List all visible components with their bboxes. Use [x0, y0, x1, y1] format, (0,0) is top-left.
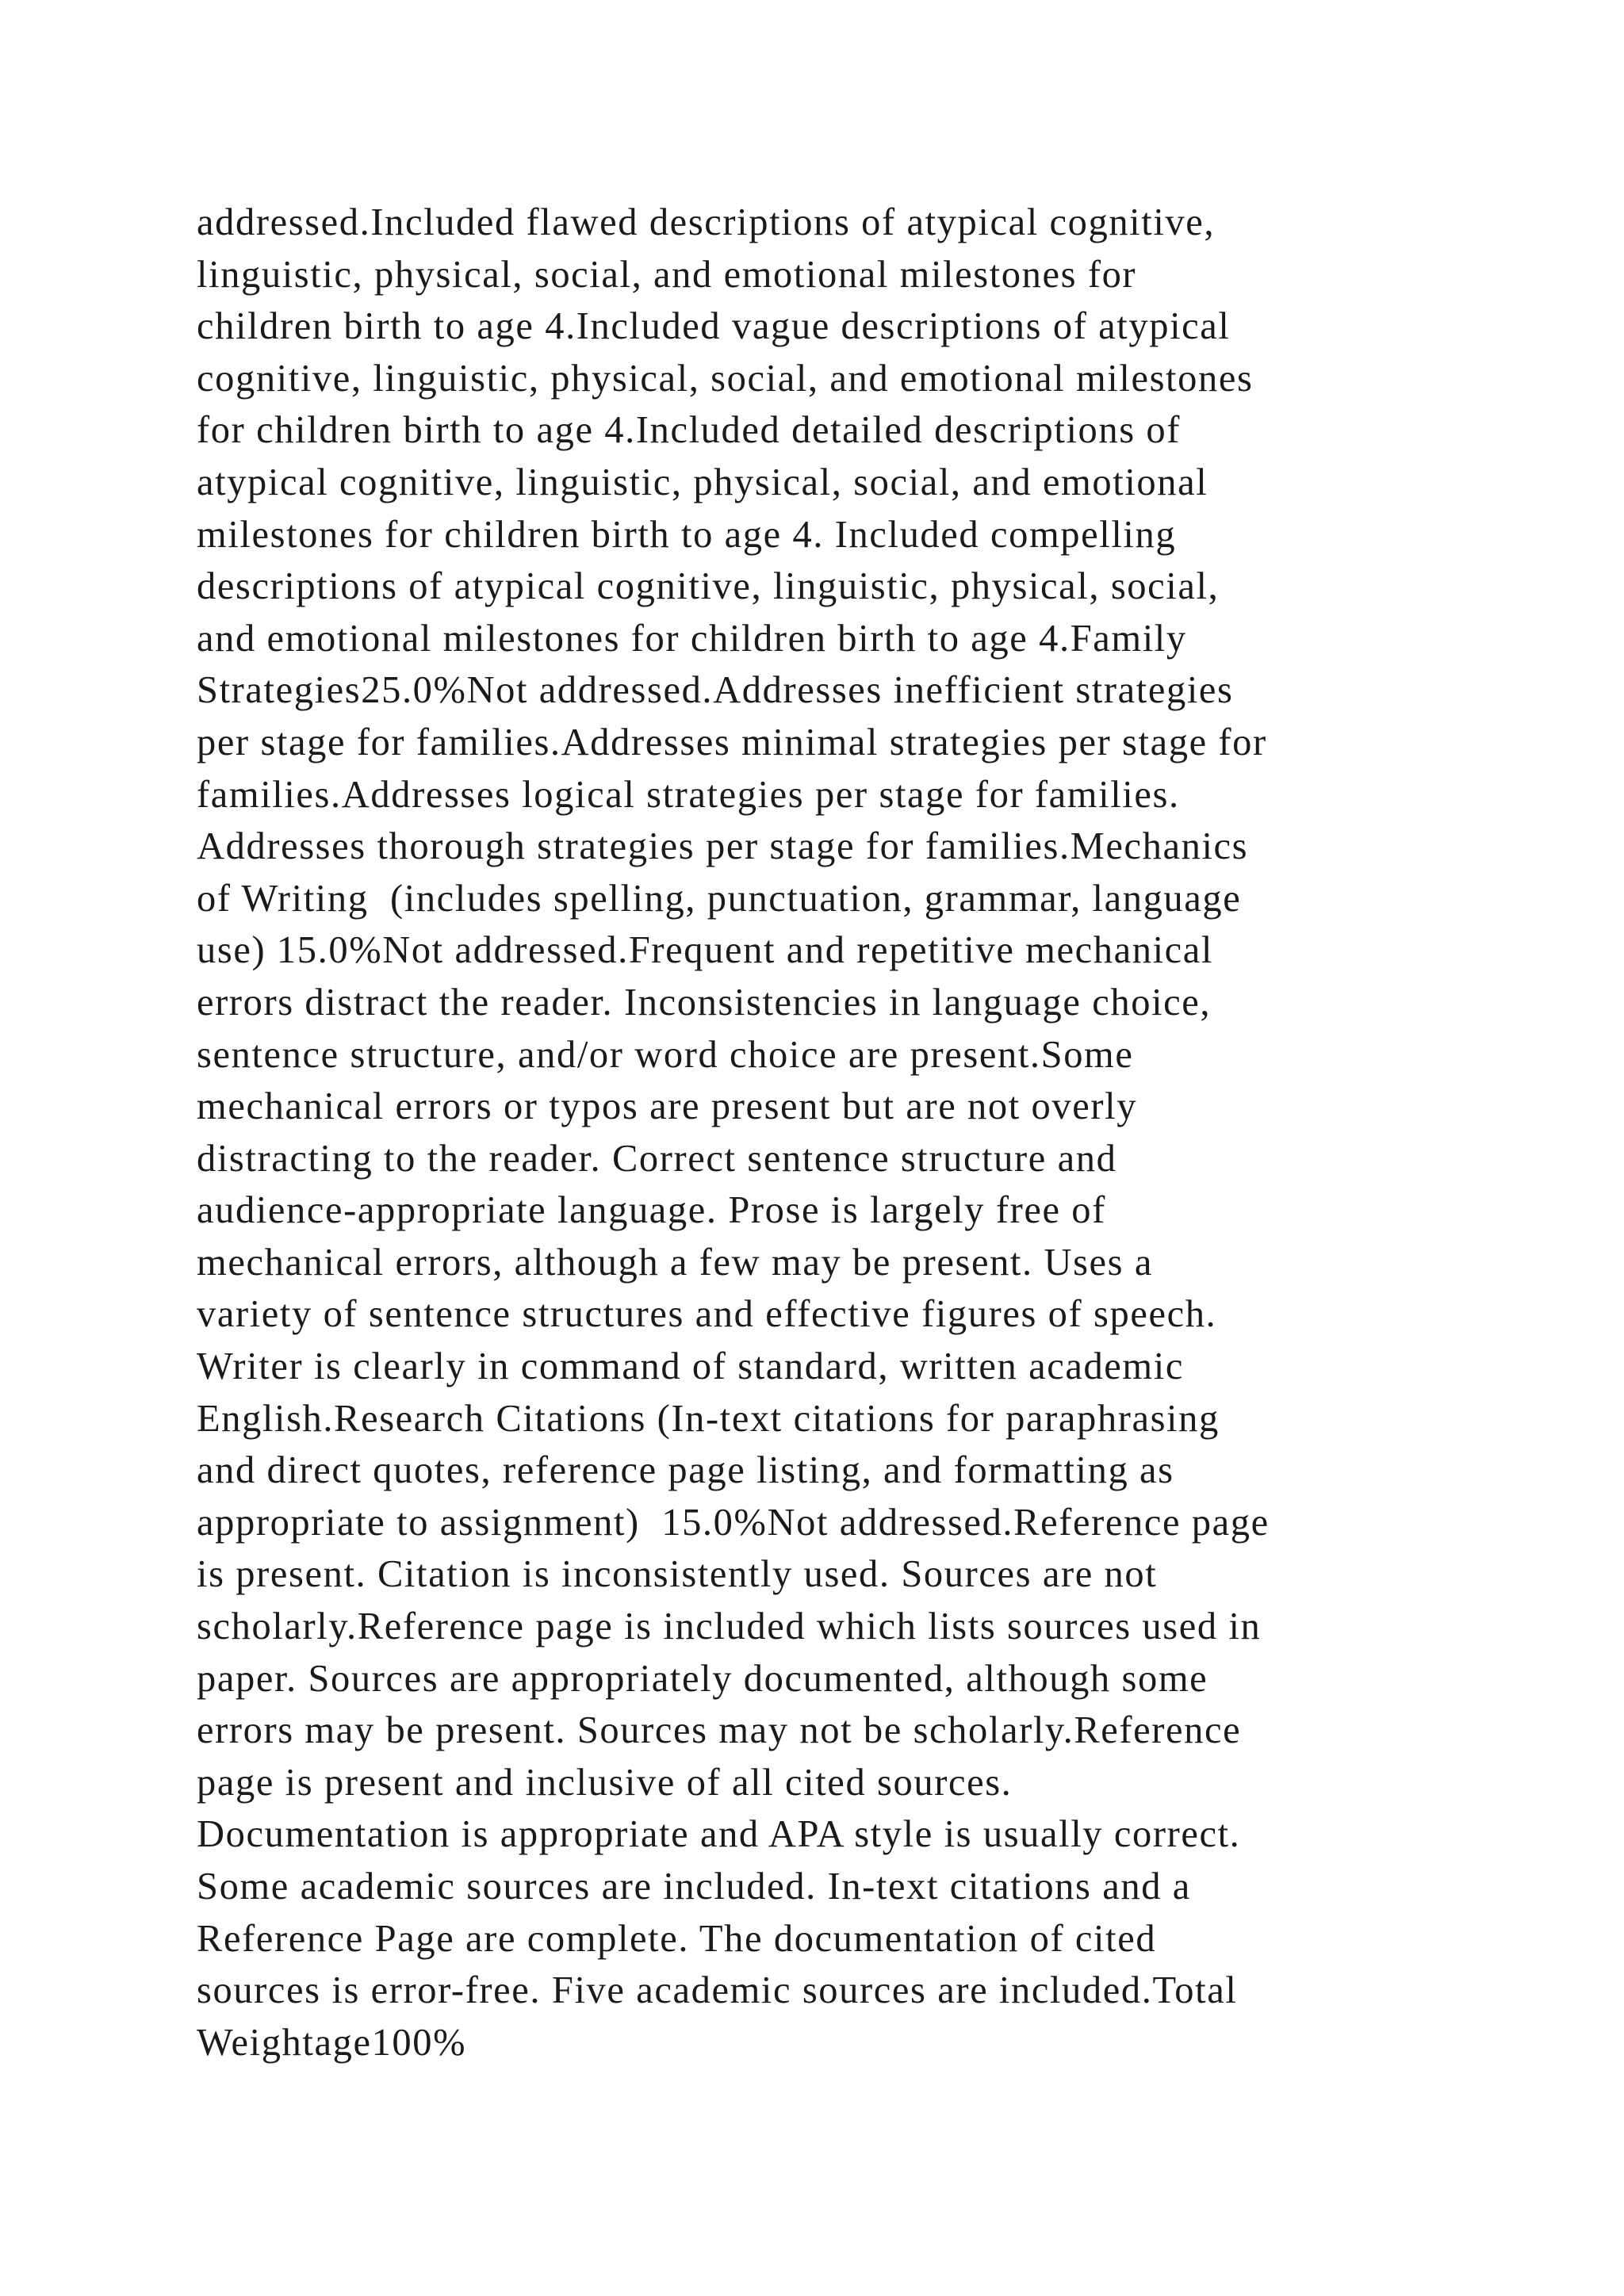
text-line: sentence structure, and/or word choice are present.Some — [197, 1033, 1134, 1076]
text-line: variety of sentence structures and effective figures of speech. — [197, 1293, 1217, 1336]
text-line: linguistic, physical, social, and emotional milestones for — [197, 253, 1137, 296]
text-line: Reference Page are complete. The documentation of cited — [197, 1917, 1157, 1960]
text-line: Strategies25.0%Not addressed.Addresses inefficient strategies — [197, 669, 1234, 712]
text-line: milestones for children birth to age 4. Included compelling — [197, 513, 1177, 556]
text-line: for children birth to age 4.Included detailed descriptions of — [197, 409, 1182, 452]
text-line: English.Research Citations (In-text citations for paraphrasing — [197, 1397, 1220, 1440]
text-line: and emotional milestones for children birth to age 4.Family — [197, 617, 1187, 660]
text-line: descriptions of atypical cognitive, linguistic, physical, social, — [197, 565, 1220, 608]
text-line: page is present and inclusive of all cited sources. — [197, 1761, 1013, 1804]
text-line: Addresses thorough strategies per stage for families.Mechanics — [197, 825, 1249, 868]
text-line: sources is error-free. Five academic sources are included.Total — [197, 1969, 1238, 2012]
text-line: and direct quotes, reference page listing, and formatting as — [197, 1449, 1174, 1492]
text-line: mechanical errors or typos are present but are not overly — [197, 1085, 1138, 1128]
body-text — [197, 197, 1465, 2068]
text-line: cognitive, linguistic, physical, social, and emotional milestones — [197, 357, 1254, 400]
text-line: errors may be present. Sources may not be scholarly.Reference — [197, 1709, 1242, 1752]
text-line: children birth to age 4.Included vague descriptions of atypical — [197, 305, 1231, 348]
text-line: is present. Citation is inconsistently used. Sources are not — [197, 1553, 1158, 1596]
text-line: paper. Sources are appropriately documented, although some — [197, 1657, 1208, 1700]
text-line: per stage for families.Addresses minimal strategies per stage for — [197, 721, 1267, 763]
text-line: audience-appropriate language. Prose is largely free of — [197, 1189, 1106, 1232]
text-line: atypical cognitive, linguistic, physical, social, and emotional — [197, 461, 1208, 503]
text-line: Writer is clearly in command of standard, written academic — [197, 1345, 1184, 1388]
text-line: of Writing (includes spelling, punctuation, grammar, language — [197, 877, 1242, 920]
text-line: errors distract the reader. Inconsistencies in language choice, — [197, 981, 1212, 1024]
text-line: Some academic sources are included. In-text citations and a — [197, 1866, 1191, 1908]
text-line: scholarly.Reference page is included which lists sources used in — [197, 1605, 1262, 1648]
text-line: families.Addresses logical strategies per stage for families. — [197, 773, 1180, 816]
text-line: distracting to the reader. Correct sentence structure and — [197, 1137, 1117, 1180]
text-line: addressed.Included flawed descriptions of atypical cognitive, — [197, 201, 1216, 243]
text-line: appropriate to assignment) 15.0%Not addressed.Reference page — [197, 1501, 1270, 1544]
text-line: Documentation is appropriate and APA style is usually correct. — [197, 1813, 1241, 1856]
text-line: mechanical errors, although a few may be present. Uses a — [197, 1241, 1153, 1284]
text-line: Weightage100% — [197, 2021, 467, 2064]
text-line: use) 15.0%Not addressed.Frequent and repetitive mechanical — [197, 929, 1213, 972]
